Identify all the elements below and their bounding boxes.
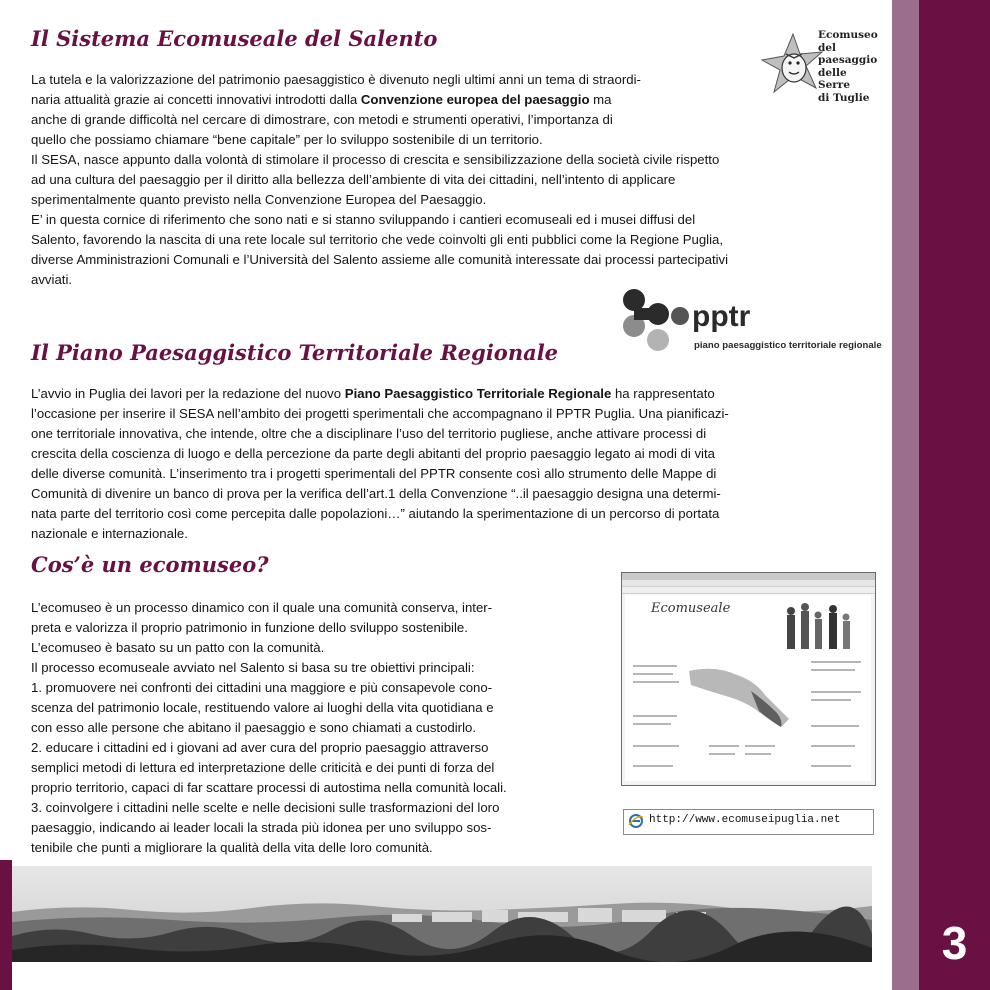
text-line: Il processo ecomuseale avviato nel Salento si basa su tre obiettivi principali: [31,660,475,675]
section-title-sesa: Il Sistema Ecomuseale del Salento [31,26,438,51]
text-line: Salento, favorendo la nascita di una rete locale sul territorio che vede coinvolti gli enti pubblici come la Regione Puglia, [31,232,724,247]
sidebar-band-dark [919,0,990,990]
page-number: 3 [941,917,968,969]
text-line: Comunità di divenire un banco di prova per la verifica dell’art.1 della Convenzione “..il paesaggio designa una determi- [31,486,721,501]
website-text-line [811,765,851,767]
website-url: http://www.ecomuseipuglia.net [649,814,841,826]
pptr-tagline: piano paesaggistico territoriale regionale [694,340,882,351]
text-line: preta e valorizza il proprio patrimonio in funzione dello sviluppo sostenibile. [31,620,468,635]
text-line: avviati. [31,272,73,287]
ecomuseo-logo [760,24,876,102]
ecomuseo-star-icon [760,32,826,98]
website-text-line [811,745,855,747]
text-line: scenza del patrimonio locale, restituendo valore ai luoghi della vita quotidiana e [31,700,494,715]
text-line: L’ecomuseo è basato su un patto con la comunità. [31,640,325,655]
website-text-line [709,753,735,755]
website-text-line [811,669,855,671]
text-line: La tutela e la valorizzazione del patrimonio paesaggistico è divenuto negli ultimi anni un tema di straordi- [31,72,641,87]
website-text-line [745,753,771,755]
text-line: crescita della coscienza di luogo e della percezione da parte degli abitanti del proprio paesaggio legato ai modi di vita [31,446,715,461]
website-text-line [633,673,673,675]
ecomuseo-logo-text: Ecomuseo del paesaggio delle Serre di Tuglie [818,29,878,104]
text-line: 1. promuovere nei confronti dei cittadini una maggiore e più consapevole cono- [31,680,493,695]
text-line: nata parte del territorio così come percepita dalle popolazioni…” aiutando la sperimentazione di un percorso di portata [31,506,720,521]
text-line: diverse Amministrazioni Comunali e l’Università del Salento assieme alle comunità interessate dai processi partecipativi [31,252,729,267]
website-text-line [811,725,859,727]
pptr-mark-icon [620,286,692,358]
section-title-ecomuseo: Cos’è un ecomuseo? [31,552,269,577]
text-line: semplici metodi di lettura ed interpretazione delle criticità e dei punti di forza del [31,760,495,775]
text-line: Il SESA, nasce appunto dalla volontà di stimolare il processo di crescita e sensibilizzazione della società civile rispetto [31,152,720,167]
section-title-pptr: Il Piano Paesaggistico Territoriale Regionale [31,340,559,365]
bold-term: Convenzione europea del paesaggio [360,92,590,107]
website-text-line [633,665,677,667]
website-text-line [633,715,677,717]
text-fragment: naria attualità grazie ai concetti innovativi introdotti dalla [31,92,361,107]
text-line: anche di grande difficoltà nel cercare di dimostrare, con metodi e strumenti operativi, l’importanza di [31,112,613,127]
text-line: ad una cultura del paesaggio per il diritto alla bellezza dell’ambiente di vita dei cittadini, nell’intento di applicare [31,172,676,187]
browser-content [625,595,871,781]
text-line [31,90,757,110]
text-fragment: ma [589,92,612,107]
browser-titlebar [622,573,875,580]
text-line: one territoriale innovativa, che intende, oltre che a disciplinare l’uso del territorio pugliese, anche attivare processi di [31,426,707,441]
text-line: delle diverse comunità. L’inserimento tra i progetti sperimentali del PPTR consente così allo strumento delle Mappe di [31,466,717,481]
left-accent-band [0,860,12,990]
pptr-logo [620,286,882,358]
website-text-line [709,745,739,747]
website-text-line [633,765,673,767]
text-line: l’occasione per inserire il SESA nell’ambito dei progetti sperimentali che accompagnano il PPTR Puglia. Una pianificazi- [31,406,729,421]
text-line: 3. coinvolgere i cittadini nelle scelte e nelle decisioni sulle trasformazioni del loro [31,800,500,815]
browser-menubar [622,580,875,587]
text-line: tenibile che punti a migliorare la qualità della vita delle loro comunità. [31,840,433,855]
website-text-line [745,745,775,747]
website-screenshot [621,572,876,786]
browser-addressbar [622,587,875,594]
text-line: nazionale e internazionale. [31,526,188,541]
website-text-line [633,681,679,683]
bold-term: Piano Paesaggistico Territoriale Regionale [344,386,612,401]
text-line: paesaggio, indicando ai leader locali la strada più idonea per uno sviluppo sos- [31,820,492,835]
sesa-paragraph-b [31,150,873,290]
text-fragment: L’avvio in Puglia dei lavori per la redazione del nuovo [31,386,345,401]
sesa-paragraph-a [31,70,757,150]
panorama-photo [12,866,872,962]
website-people-graphic [775,601,871,655]
website-url-bar [623,809,874,835]
text-line: quello che possiamo chiamare “bene capitale” per lo sviluppo sostenibile di un territorio. [31,132,543,147]
text-line: con esso alle persone che abitano il paesaggio e sono chiamati a custodirlo. [31,720,476,735]
text-line: proprio territorio, capaci di far scattare processi di autostima nella comunità locali. [31,780,507,795]
website-text-line [811,699,851,701]
website-brand: Ecomuseale [651,601,731,616]
text-line: E’ in questa cornice di riferimento che sono nati e si stanno sviluppando i cantieri ecomuseali ed i musei diffusi del [31,212,696,227]
website-text-line [811,661,861,663]
text-line: sperimentalmente quanto previsto nella Convenzione Europea del Paesaggio. [31,192,487,207]
website-text-line [811,691,861,693]
pptr-paragraph [31,384,873,544]
website-text-line [633,723,671,725]
text-line: 2. educare i cittadini ed i giovani ad aver cura del proprio paesaggio attraverso [31,740,489,755]
text-fragment: ha rappresentato [611,386,715,401]
text-line [31,384,873,404]
website-map-graphic [685,661,795,731]
sidebar-band-light [892,0,919,990]
pptr-wordmark: pptr [692,300,751,333]
internet-explorer-icon [628,813,644,829]
website-text-line [633,745,679,747]
ecomuseo-paragraph [31,598,603,858]
text-line: L’ecomuseo è un processo dinamico con il quale una comunità conserva, inter- [31,600,493,615]
